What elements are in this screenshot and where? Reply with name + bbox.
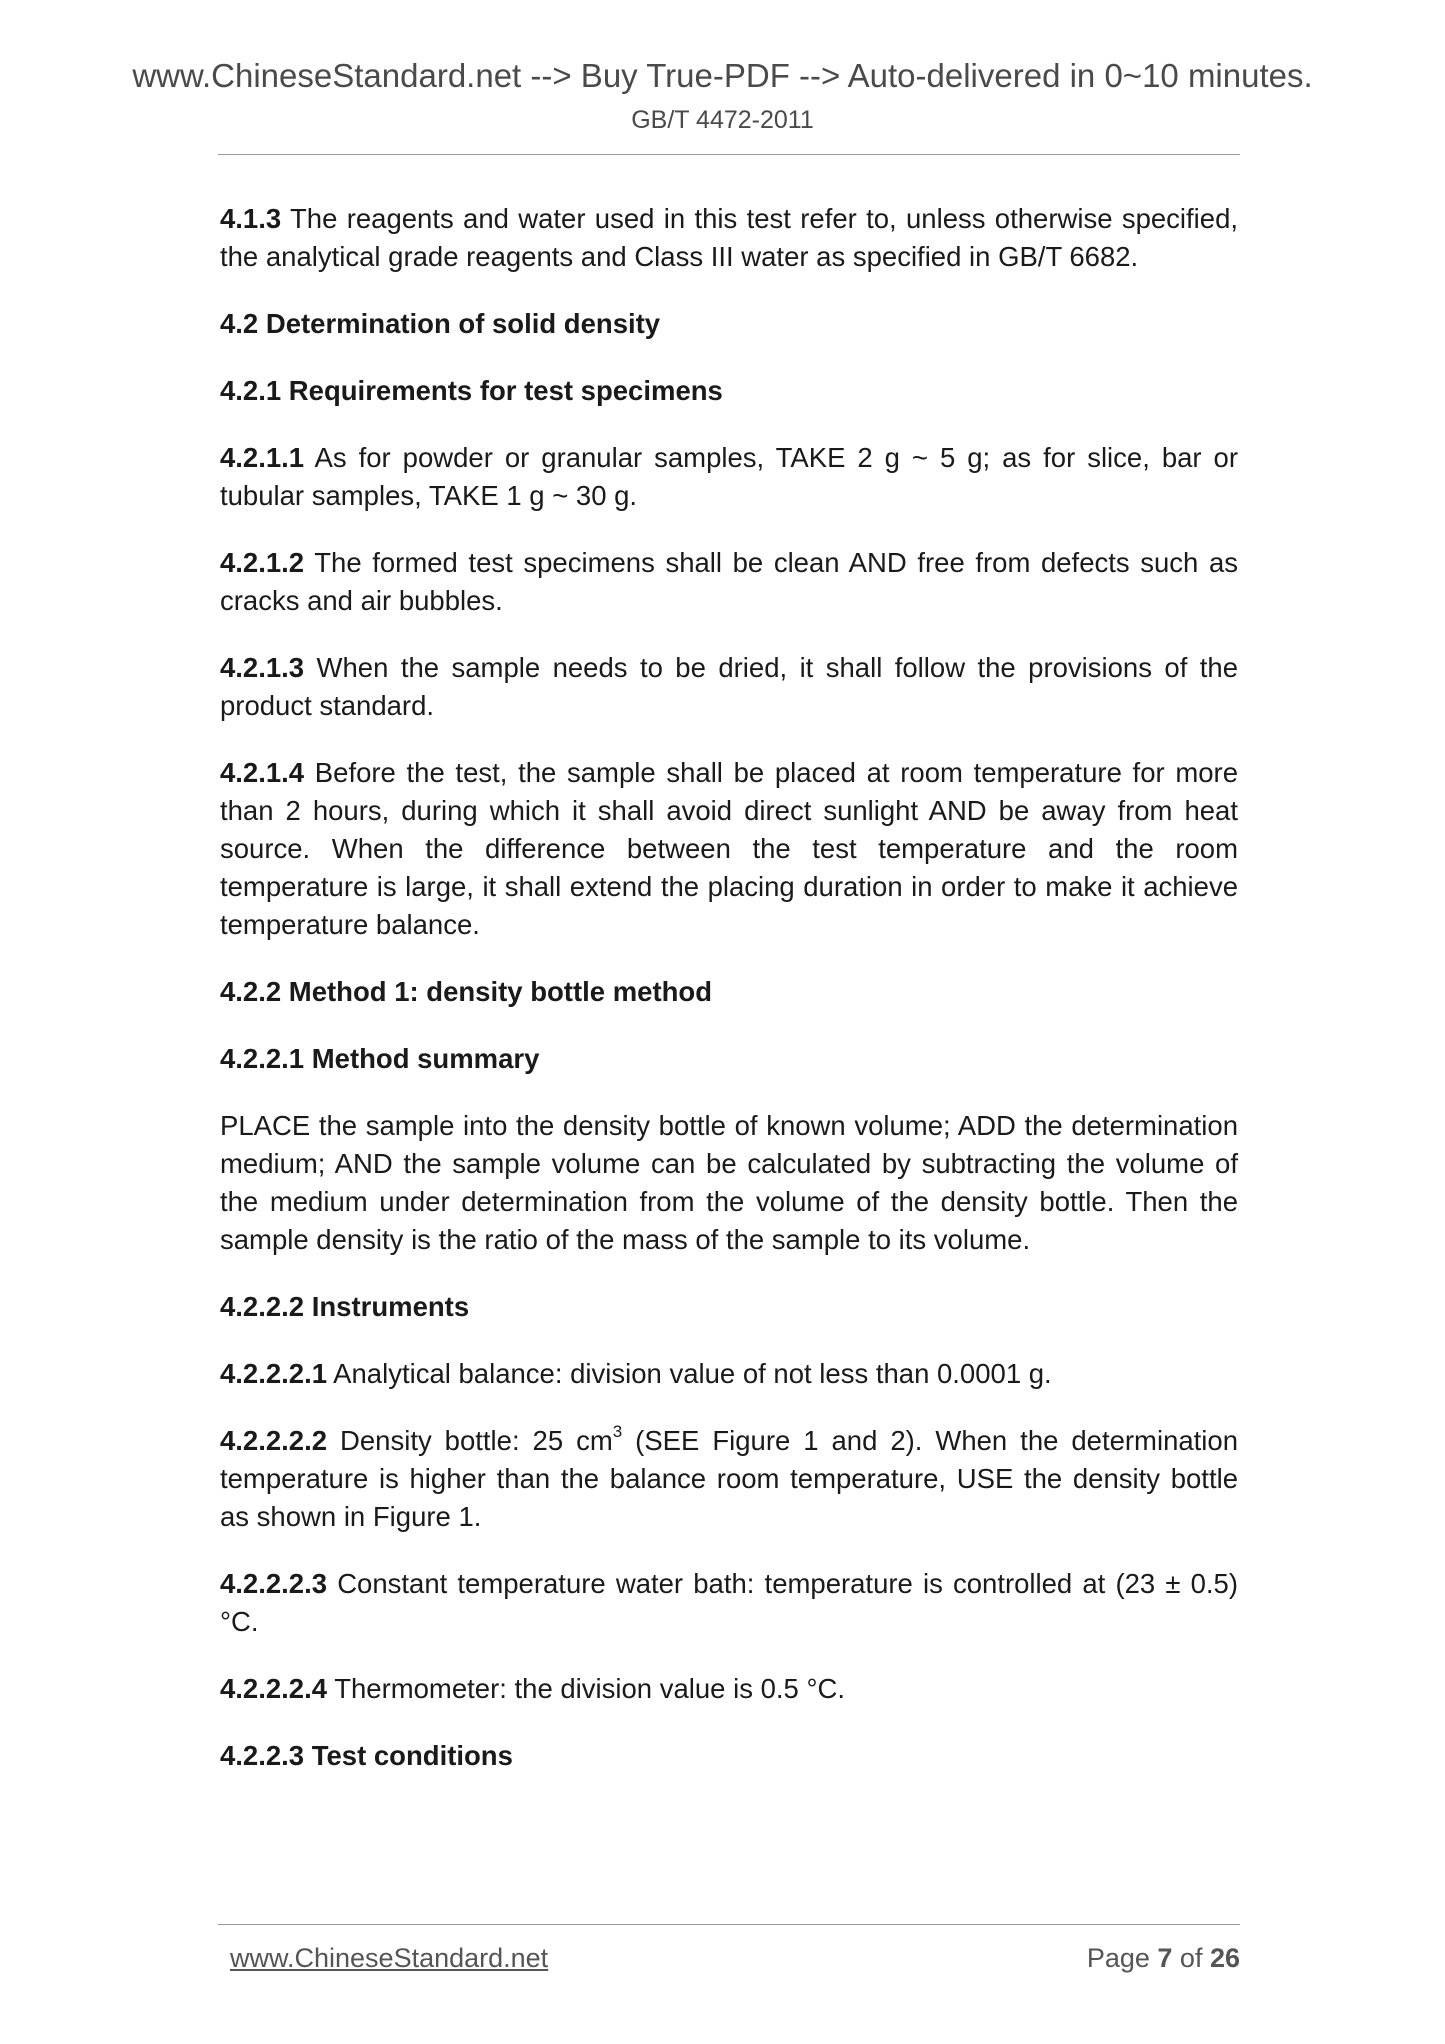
clause-number: 4.2.2.2.3 [220, 1568, 328, 1599]
clause-4-2-2-2-4 [220, 1670, 1238, 1708]
clause-number: 4.1.3 [220, 203, 282, 234]
clause-number: 4.2.1.1 [220, 442, 305, 473]
clause-text: When the sample needs to be dried, it shall follow the provisions of the product standard. [220, 652, 1238, 721]
header-banner: www.ChineseStandard.net --> Buy True-PDF --> Auto-delivered in 0~10 minutes. [132, 57, 1313, 94]
method-summary-paragraph: PLACE the sample into the density bottle of known volume; ADD the determination medium; AND the sample volume can be calculated by subtracting the volume of the medium under determination from the volume of the density bottle. Then the sample density is the ratio of the mass of the sample to its volume. [220, 1110, 1238, 1255]
footer-website-link[interactable]: www.ChineseStandard.net [230, 1943, 549, 1973]
clause-4-2-1-1 [220, 439, 1238, 515]
heading-4-2-2-2: 4.2.2.2 Instruments [220, 1291, 470, 1322]
page-total: 26 [1209, 1943, 1240, 1973]
clause-text-continued: (SEE Figure 1 and 2). When the determination temperature is higher than the balance room temperature, USE the density bottle as shown in Figure 1. [220, 1425, 1238, 1532]
clause-text: Density bottle: 25 cm [327, 1425, 613, 1456]
clause-number: 4.2.2.2.1 [220, 1358, 328, 1389]
heading-4-2-2-1: 4.2.2.1 Method summary [220, 1043, 540, 1074]
clause-4-2-1-2 [220, 544, 1238, 620]
heading-4-2-2: 4.2.2 Method 1: density bottle method [220, 976, 712, 1007]
page-prefix: Page [1086, 1943, 1158, 1973]
header-divider [218, 154, 1240, 155]
document-body [220, 200, 1238, 1804]
clause-number: 4.2.1.4 [220, 757, 305, 788]
clause-text: As for powder or granular samples, TAKE 2 g ~ 5 g; as for slice, bar or tubular samples, TAKE 1 g ~ 30 g. [220, 442, 1238, 511]
footer-divider [218, 1924, 1240, 1925]
clause-text: Constant temperature water bath: temperature is controlled at (23 ± 0.5) °C. [220, 1568, 1238, 1637]
clause-number: 4.2.2.2.4 [220, 1673, 328, 1704]
clause-number: 4.2.1.3 [220, 652, 305, 683]
clause-4-2-2-2-3 [220, 1565, 1238, 1641]
clause-text: The reagents and water used in this test refer to, unless otherwise specified, the analytical grade reagents and Class III water as specified in GB/T 6682. [220, 203, 1238, 272]
heading-4-2: 4.2 Determination of solid density [220, 308, 661, 339]
clause-text: Before the test, the sample shall be placed at room temperature for more than 2 hours, during which it shall avoid direct sunlight AND be away from heat source. When the difference between the test temperature and the room temperature is large, it shall extend the placing duration in order to make it achieve temperature balance. [220, 757, 1238, 940]
heading-4-2-2-3: 4.2.2.3 Test conditions [220, 1740, 513, 1771]
header-standard-number: GB/T 4472-2011 [631, 106, 814, 134]
clause-4-2-1-3 [220, 649, 1238, 725]
clause-text: Analytical balance: division value of not less than 0.0001 g. [327, 1358, 1052, 1389]
page-number [1087, 1943, 1240, 1974]
clause-4-2-2-2-2 [220, 1422, 1238, 1536]
heading-4-2-1: 4.2.1 Requirements for test specimens [220, 375, 723, 406]
clause-4-2-2-2-1 [220, 1355, 1238, 1393]
clause-4-2-1-4 [220, 754, 1238, 944]
clause-4-1-3 [220, 200, 1238, 276]
clause-text: Thermometer: the division value is 0.5 °C. [327, 1673, 845, 1704]
page-of: of [1172, 1943, 1210, 1973]
superscript-exponent: 3 [612, 1421, 623, 1441]
page-current: 7 [1157, 1943, 1173, 1973]
clause-text: The formed test specimens shall be clean AND free from defects such as cracks and air bubbles. [220, 547, 1238, 616]
clause-number: 4.2.2.2.2 [220, 1425, 328, 1456]
clause-number: 4.2.1.2 [220, 547, 305, 578]
